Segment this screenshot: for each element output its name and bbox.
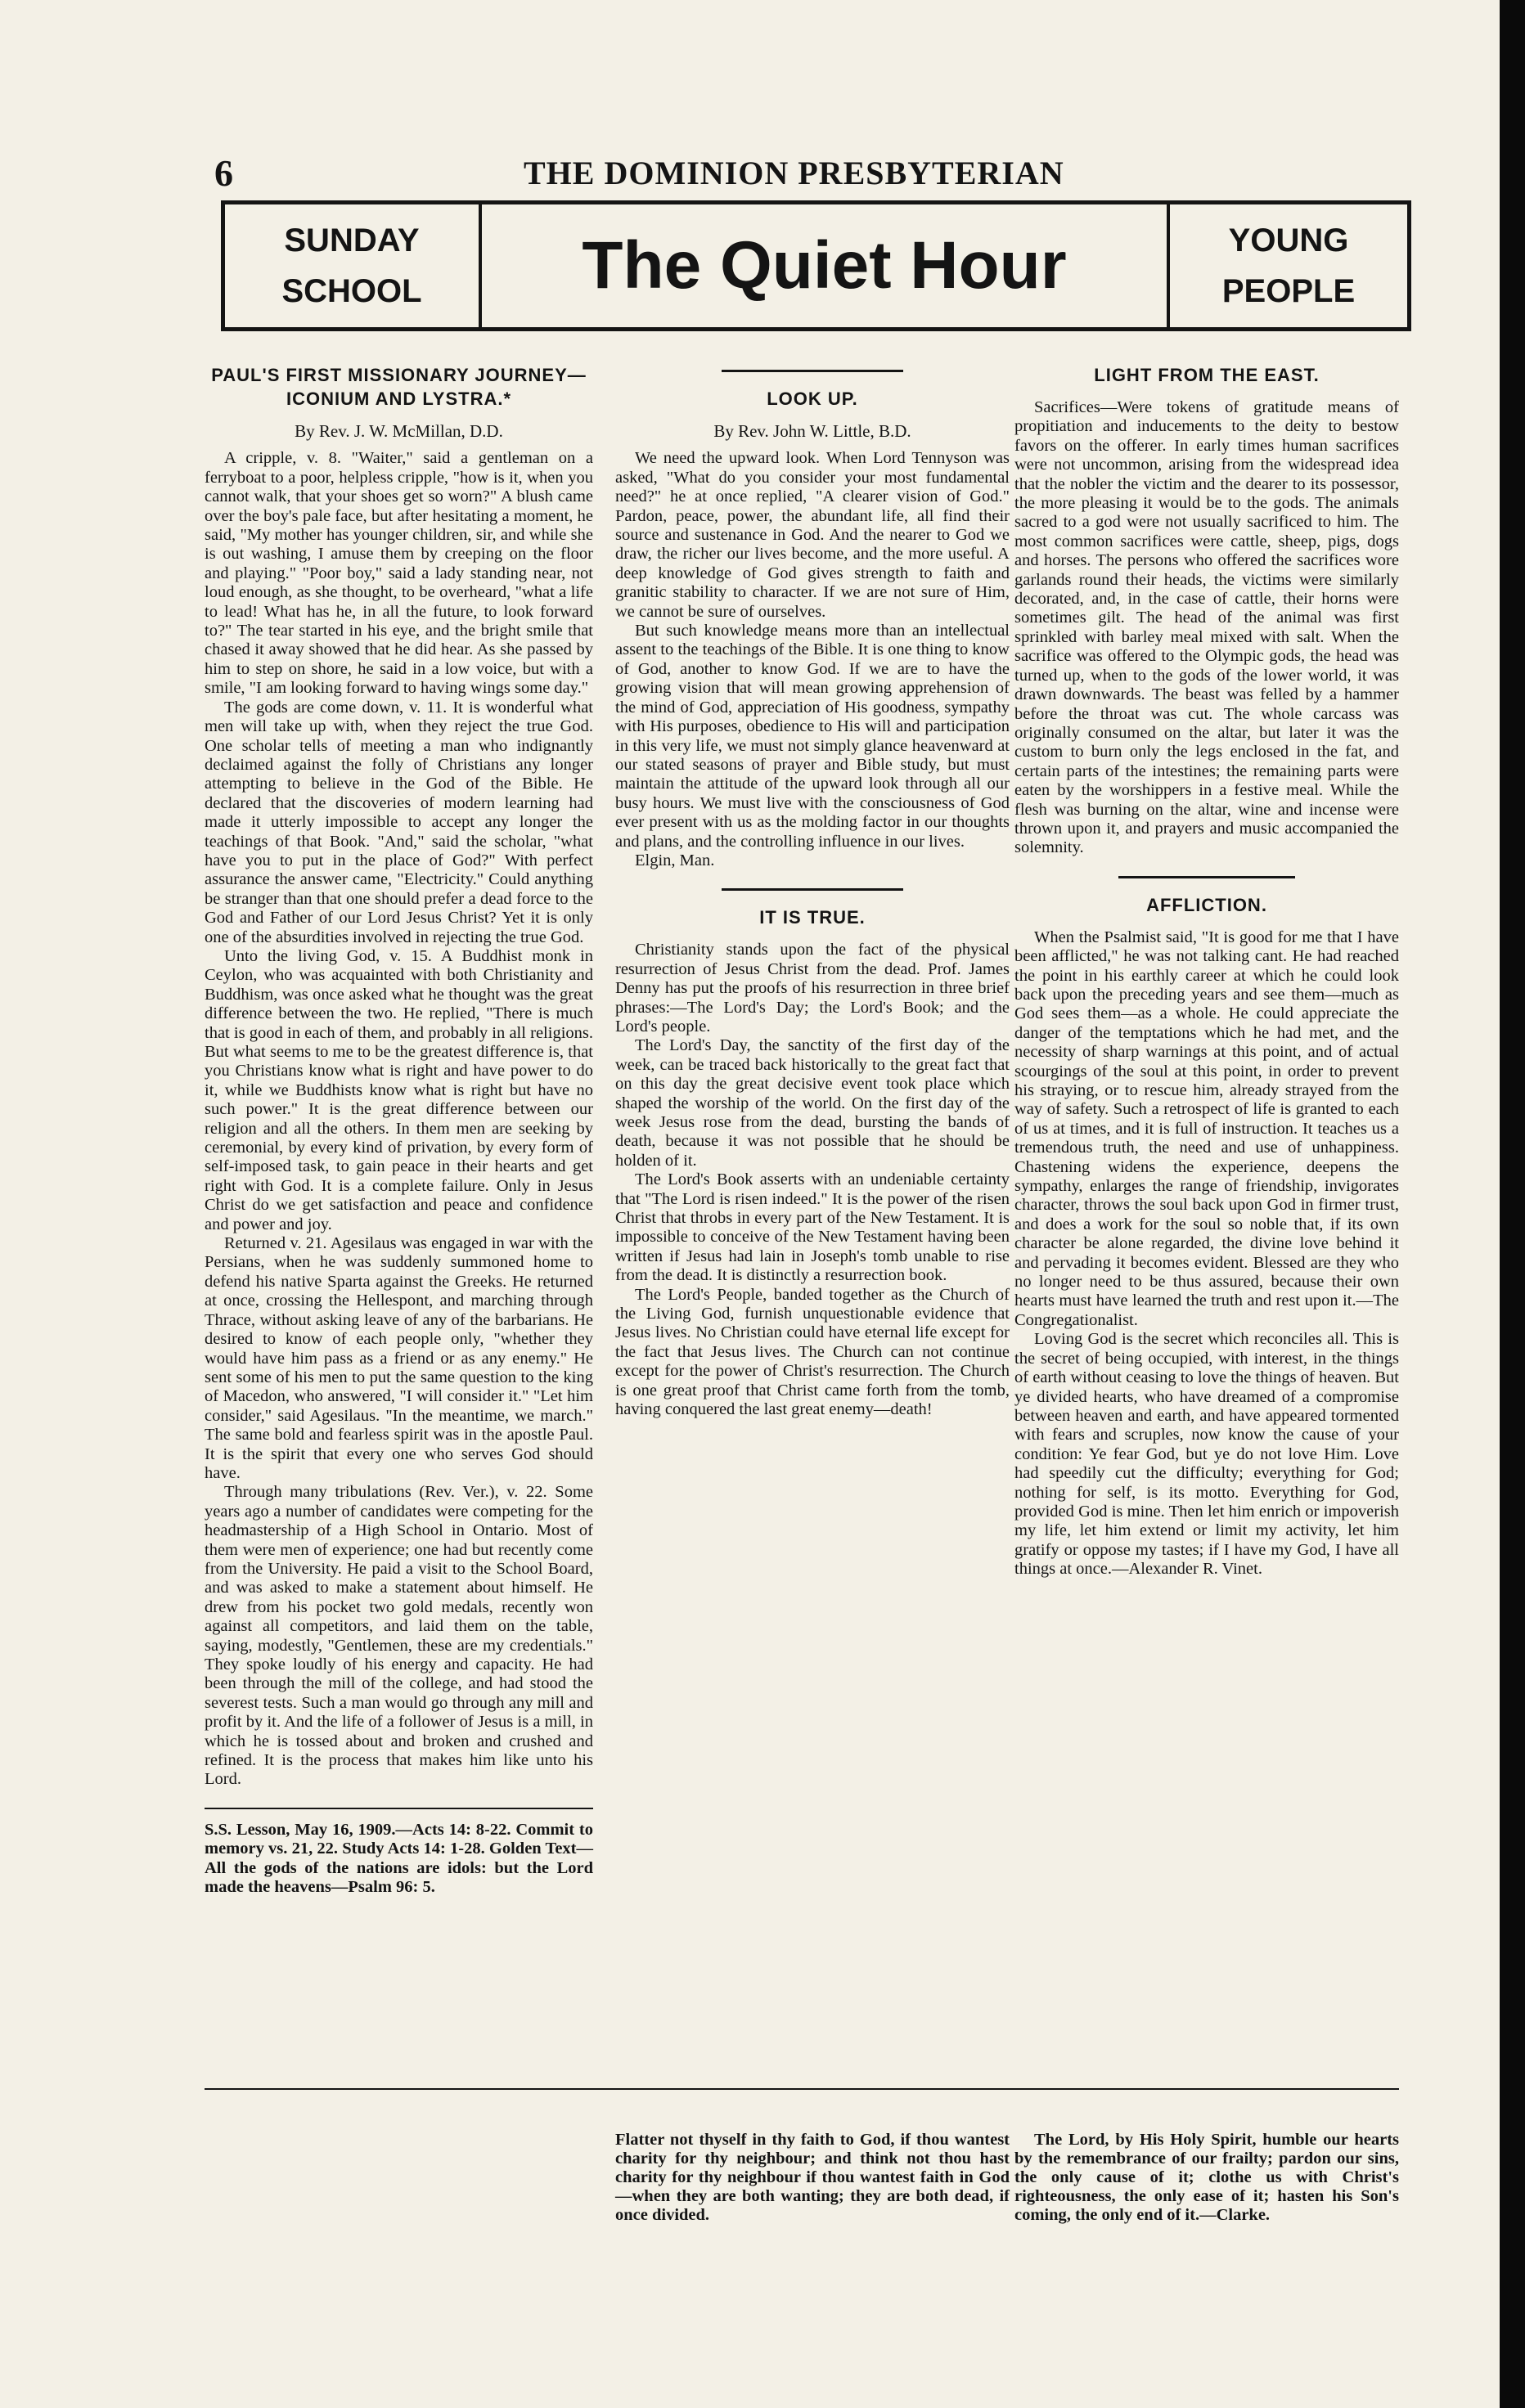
column-1 <box>205 352 593 1897</box>
paragraph: A cripple, v. 8. "Waiter," said a gentleman on a ferryboat to a poor, helpless cripple, "how is it, when you cannot walk, that your shoes get so worn?" A blush came over the boy's pale face, but after hesitating a moment, he said, "My mother has younger children, sir, and while she is out washing, I amuse them by creeping on the floor and playing." "Poor boy," said a lady standing near, not loud enough, as she thought, to be overheard, "what a life to lead! What has he, in all the future, to look forward to?" The tear started in his eye, and the bright smile that chased it away showed that he did hear. As she passed by him to step on shore, he said in a low voice, but with a smile, "I am looking forward to having wings some day." <box>205 449 593 698</box>
banner-left-line-2: SCHOOL <box>281 273 422 309</box>
footer-divider <box>205 2088 1399 2090</box>
divider-rule <box>1118 876 1295 878</box>
place-signature: Elgin, Man. <box>635 851 715 869</box>
page-number: 6 <box>214 152 233 194</box>
article-title-look-up: LOOK UP. <box>767 389 858 409</box>
banner-right-line-2: PEOPLE <box>1221 273 1356 309</box>
paragraph: Loving God is the secret which reconciles all. This is the secret of being occupied, with interest, in the things of earth without ceasing to love the things of heaven. But ye divided hearts, who have dreamed of a compromise between heaven and earth, and have appeared tormented with fears and scruples, now know the cause of your condition: Ye fear God, but ye do not love Him. Love had speedily cut the difficulty; everything for God; nothing for self, is its motto. Everything for God, provided God is mine. Then let him enrich or impoverish my life, let him extend or limit my activity, let him gratify or oppose my tastes; if I have my God, I have all things at once.—Alexander R. Vinet. <box>1014 1330 1399 1579</box>
banner-right-line-1: YOUNG <box>1228 222 1349 258</box>
paragraph: The gods are come down, v. 11. It is wonderful what men will take up with, when they reject the true God. One scholar tells of meeting a man who indignantly declaimed against the folly of Christians any longer attempting to believe in the God of the Bible. He declared that the discoveries of modern learning had made it utterly impossible to accept any longer the teachings of that Book. "And," said the scholar, "what have you to put in the place of God?" With perfect assurance the answer came, "Electricity." Could anything be stranger than that one should prefer a dead force to the God and Father of our Lord Jesus Christ? Yet it is only one of the absurdities involved in rejecting the true God. <box>205 698 593 946</box>
section-title: The Quiet Hour <box>582 228 1067 303</box>
paragraph: But such knowledge means more than an intellectual assent to the teachings of the Bible. It is one thing to know of God, another to know God. If we are to have the growing vision that will mean growing apprehension of the mind of God, appreciation of His goodness, sympathy with His purposes, obedience to His will and participation in this very life, we must not simply glance heavenward at our stated seasons of prayer and Bible study, but must maintain the attitude of the upward look through all our busy hours. We must live with the consciousness of God ever present with us as the molding factor in our thoughts and plans, and the controlling influence in our lives. <box>615 622 1010 851</box>
paragraph: When the Psalmist said, "It is good for me that I have been afflicted," he was not talking cant. He had reached the point in his earthly career at which he could look back upon the preceding years and see them—much as God sees them—as a whole. He could appreciate the danger of the temptations which he had met, and the necessity of sharp warnings at this point, and of actual scourgings of the soul at this point, in order to prevent his straying, or to rescue him, already strayed from the way of safety. Such a retrospect of life is granted to each of us at times, and it is full of instruction. It teaches us a tremendous truth, the need and use of unhappiness. Chastening widens the experience, deepens the sympathy, enlarges the range of friendship, invigorates character, throws the soul back upon God in firmer trust, and does a work for the soul so noble that, if its own character be alone regarded, the divine love behind it and pervading it becomes evident. Blessed are they who no longer need to be thus assured, because their own hearts must have learned the truth and rest upon it.—The Congregationalist. <box>1014 928 1399 1329</box>
paragraph: Christianity stands upon the fact of the physical resurrection of Jesus Christ from the dead. Prof. James Denny has put the proofs of his resurrection in three brief phrases:—The Lord's Day; the Lord's Book; and the Lord's people. <box>615 941 1010 1036</box>
divider-rule <box>722 370 903 372</box>
paragraph: Through many tribulations (Rev. Ver.), v. 22. Some years ago a number of candidates were competing for the headmastership of a High School in Ontario. Most of them were men of experience; one had but recently come from the University. He paid a visit to the School Board, and was asked to make a statement about himself. He drew from his pocket two gold medals, recently won against all competitors, and laid them on the table, saying, modestly, "Gentlemen, these are my credentials." They spoke loudly of his energy and capacity. He had been through the mill of the college, and had stood the severest tests. Such a man would go through any mill and profit by it. And the life of a follower of Jesus is a mill, in which he is tossed about and broken and crushed and refined. It is the process that makes him like unto his Lord. <box>205 1483 593 1789</box>
article-title-pauls-journey: PAUL'S FIRST MISSIONARY JOURNEY—ICONIUM AND LYSTRA.* <box>211 365 587 409</box>
paragraph: The Lord's Day, the sanctity of the first day of the week, can be traced back historically to the great fact that on this day the great decisive event took place which shaped the worship of the world. On the first day of the week Jesus rose from the dead, bursting the bands of death, because it was not possible that he should be holden of it. <box>615 1036 1010 1170</box>
paragraph: The Lord's People, banded together as the Church of the Living God, furnish unquestionable evidence that Jesus lives. No Christian could have eternal life except for the fact that Jesus lives. The Church can not continue except for the power of Christ's resurrection. The Church is one great proof that Christ came forth from the tomb, having conquered the last great enemy—death! <box>615 1285 1010 1419</box>
paragraph: Returned v. 21. Agesilaus was engaged in war with the Persians, when he was suddenly summoned home to defend his native Sparta against the Greeks. He returned at once, crossing the Hellespont, and marching through Thrace, without asking leave of any of the barbarians. He desired to know of each people only, "whether they would have him pass as a friend or as any enemy." He sent some of his men to put the same question to the king of Macedon, who answered, "I will consider it." "Let him consider," said Agesilaus. "In the meantime, we march." The same bold and fearless spirit was in the apostle Paul. It is the spirit that every one who serves God should have. <box>205 1234 593 1482</box>
banner-left-line-1: SUNDAY <box>284 222 420 258</box>
footer-quote-prayer: The Lord, by His Holy Spirit, humble our hearts by the remembrance of our frailty; pardon our sins, the only cause of it; clothe us with Christ's righteousness, the only ease of it; hasten his Son's coming, the only end of it.—Clarke. <box>1014 2131 1399 2224</box>
paragraph: Sacrifices—Were tokens of gratitude means of propitiation and inducements to the deity to bestow favors on the offerer. In early times human sacrifices were not uncommon, arising from the widespread idea that the nobler the victim and the dearer to its possessor, the more pleasing it would be to the gods. The animals sacred to a god were not usually sacrificed to him. The most common sacrifices were cattle, sheep, pigs, dogs and horses. The persons who offered the sacrifices wore garlands round their heads, the victims were similarly decorated, and, in the case of cattle, their horns were sometimes gilt. The head of the animal was first sprinkled with barley meal mixed with salt. When the sacrifice was offered to the Olympic gods, the head was turned up, when to the gods of the lower world, it was drawn downwards. The beast was felled by a hammer before the throat was cut. The whole carcass was originally consumed on the altar, but later it was the custom to burn only the legs enclosed in the fat, and certain parts of the intestines; the remaining parts were eaten by the worshippers in a festive meal. While the flesh was burning on the altar, wine and incense were thrown upon it, and prayers and music accompanied the solemnity. <box>1014 398 1399 857</box>
banner-left-box <box>225 204 482 327</box>
banner-right-box <box>1167 204 1407 327</box>
column-3 <box>1014 352 1399 1579</box>
paragraph: The Lord's Book asserts with an undeniable certainty that "The Lord is risen indeed." It is the power of the risen Christ that throbs in every part of the New Testament. It is impossible to conceive of the New Testament having been written if Jesus had lain in Joseph's tomb unable to rise from the dead. It is distinctly a resurrection book. <box>615 1170 1010 1285</box>
article-title-it-is-true: IT IS TRUE. <box>759 907 866 928</box>
byline-little: By Rev. John W. Little, B.D. <box>713 421 911 441</box>
paragraph: We need the upward look. When Lord Tennyson was asked, "What do you consider your most fundamental need?" he at once replied, "A clearer vision of God." Pardon, peace, power, the abundant life, all find their source and sustenance in God. And the nearer to God we draw, the richer our lives become, and the more useful. A deep knowledge of God gives strength to faith and granitic stability to character. If we are not sure of Him, we cannot be sure of ourselves. <box>615 449 1010 621</box>
article-title-affliction: AFFLICTION. <box>1146 894 1267 915</box>
lesson-note: S.S. Lesson, May 16, 1909.—Acts 14: 8-22. Commit to memory vs. 21, 22. Study Acts 14: 1-28. Golden Text—All the gods of the nations are idols: but the Lord made the heavens—Psalm 96: 5. <box>205 1820 593 1897</box>
article-title-light-from-east: LIGHT FROM THE EAST. <box>1094 365 1320 385</box>
column-2 <box>615 352 1010 1420</box>
divider-rule <box>205 1808 593 1809</box>
footer-quote-faith: Flatter not thyself in thy faith to God, if thou wantest charity for thy neighbour; and think not thou hast charity for thy neighbour if thou wantest faith in God—when they are both wanting; they are both dead, if once divided. <box>615 2131 1010 2224</box>
divider-rule <box>722 888 903 891</box>
paragraph: Unto the living God, v. 15. A Buddhist monk in Ceylon, who was acquainted with both Christianity and Buddhism, was once asked what he thought was the great difference between the two. He replied, "There is much that is good in each of them, and probably in all religions. But what seems to me to be the greatest difference is, that you Christians know what is right and have power to do it, while we Buddhists know what is right but have no such power." It is the great difference between our religion and all the others. In them men are seeking by ceremonial, by every kind of privation, by every form of self-imposed task, to gain peace in their hearts and get right with God. It is a complete failure. Only in Jesus Christ do we get satisfaction and peace and confidence and power and joy. <box>205 946 593 1233</box>
publication-title: THE DOMINION PRESBYTERIAN <box>524 155 1064 191</box>
section-banner <box>221 200 1411 331</box>
byline-mcmillan: By Rev. J. W. McMillan, D.D. <box>295 421 503 441</box>
